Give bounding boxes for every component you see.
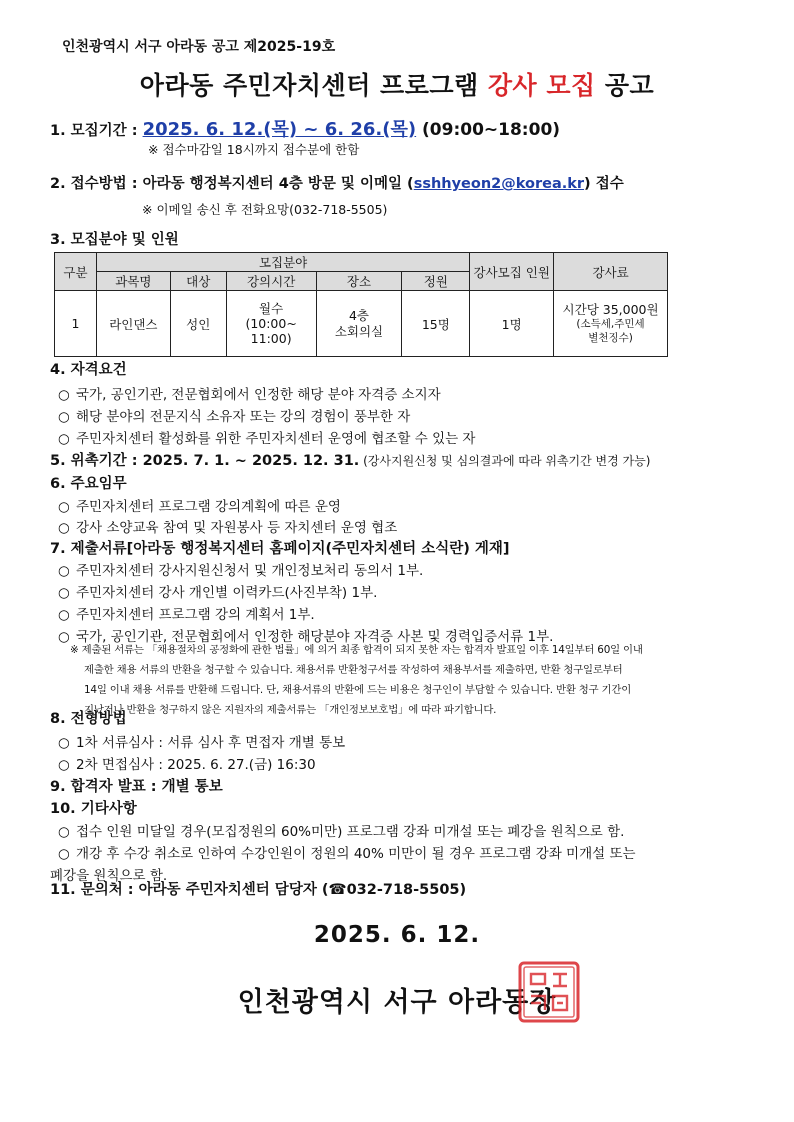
period-hours: (09:00~18:00) — [416, 120, 561, 140]
header-target: 대상 — [170, 272, 226, 291]
cell-time-line2: (10:00~ — [245, 316, 297, 331]
period-label: 1. 모집기간 : — [50, 123, 143, 139]
header-instructors: 강사모집 인원 — [470, 253, 554, 291]
list-item: ○ 주민자치센터 강사지원신청서 및 개인정보처리 동의서 1부. — [58, 563, 424, 579]
bullet-icon: ○ — [58, 846, 70, 862]
bullet-icon: ○ — [58, 629, 70, 645]
cell-capacity: 15명 — [402, 291, 470, 357]
cell-fee-line2: (소득세,주민세 — [576, 317, 645, 330]
term-label: 5. 위촉기간 : 2025. 7. 1. ~ 2025. 12. 31. — [50, 453, 360, 469]
list-item: ○ 해당 분야의 전문지식 소유자 또는 강의 경험이 풍부한 자 — [58, 409, 411, 425]
recruit-table — [54, 252, 668, 357]
list-item: ○ 2차 면접심사 : 2025. 6. 27.(금) 16:30 — [58, 757, 316, 773]
contact-phone[interactable]: 032-718-5505 — [346, 882, 460, 898]
contact-tail: ) — [459, 882, 467, 898]
cell-time-line1: 월수 — [259, 301, 284, 316]
cell-place-line1: 4층 — [348, 307, 369, 323]
list-item: ○ 접수 인원 미달일 경우(모집정원의 60%미만) 프로그램 강좌 미개설 또는 폐강을 원칙으로 함. — [58, 824, 625, 840]
phone-icon: ☎ — [328, 882, 347, 898]
cell-fee-line3: 별천징수) — [588, 331, 633, 344]
cell-no: 1 — [55, 291, 97, 357]
period-dates: 2025. 6. 12.(목) ~ 6. 26.(목) — [142, 119, 417, 140]
header-no: 구분 — [55, 253, 97, 291]
announcement-date: 2025. 6. 12. — [313, 922, 481, 948]
section-field-label: 3. 모집분야 및 인원 — [50, 232, 179, 248]
cell-place — [316, 291, 402, 357]
table-row — [55, 291, 668, 357]
bullet-icon: ○ — [58, 387, 70, 403]
list-item: ○ 주민자치센터 프로그램 강의 계획서 1부. — [58, 607, 315, 623]
cell-time-line3: 11:00) — [250, 331, 292, 346]
list-item: ○ 국가, 공인기관, 전문협회에서 인정한 해당분야 자격증 사본 및 경력입증서류 1부. — [58, 629, 554, 645]
list-item: ○ 주민자치센터 강사 개인별 이력카드(사진부착) 1부. — [58, 585, 378, 601]
header-capacity: 정원 — [402, 272, 470, 291]
bullet-icon: ○ — [58, 520, 70, 536]
section-announcement: 9. 합격자 발표 : 개별 통보 — [50, 779, 223, 795]
section-duties-label: 6. 주요임무 — [50, 476, 127, 492]
header-field: 모집분야 — [96, 253, 469, 272]
documents-note-line1: ※ 제출된 서류는 「채용절차의 공정화에 관한 법률」에 의거 최종 합격이 되지 못한 자는 합격자 발표일 이후 14일부터 60일 이내 — [70, 644, 643, 656]
header-place: 장소 — [316, 272, 402, 291]
bullet-icon: ○ — [58, 499, 70, 515]
documents-note — [70, 640, 643, 720]
method-label: 2. 접수방법 : 아라동 행정복지센터 4층 방문 및 이메일 ( — [50, 176, 414, 192]
method-note: ※ 이메일 송신 후 전화요망(032-718-5505) — [142, 202, 388, 217]
section-contact — [50, 878, 466, 899]
section-period — [50, 115, 560, 141]
method-tail: ) 접수 — [584, 176, 624, 192]
list-item: ○ 강사 소양교육 참여 및 자원봉사 등 자치센터 운영 협조 — [58, 520, 398, 536]
issuer-name: 인천광역시 서구 아라동장 — [237, 987, 557, 1018]
list-item-continuation: 폐강을 원칙으로 함. — [50, 868, 168, 884]
list-item: ○ 주민자치센터 활성화를 위한 주민자치센터 운영에 협조할 수 있는 자 — [58, 431, 476, 447]
bullet-icon: ○ — [58, 409, 70, 425]
cell-time — [226, 291, 316, 357]
period-note: ※ 접수마감일 18시까지 접수분에 한함 — [148, 142, 360, 157]
section-method — [50, 172, 624, 193]
list-item: ○ 개강 후 수강 취소로 인하여 수강인원이 정원의 40% 미만이 될 경우 프로그램 강좌 미개설 또는 — [58, 846, 636, 862]
official-seal-icon — [517, 960, 581, 1024]
documents-note-line3: 14일 이내 채용 서류를 반환해 드립니다. 단, 채용서류의 반환에 드는 비용은 청구인이 부담할 수 있습니다. 반환 청구 기간이 — [84, 684, 632, 696]
header-course: 과목명 — [96, 272, 170, 291]
bullet-icon: ○ — [58, 735, 70, 751]
bullet-icon: ○ — [58, 585, 70, 601]
bullet-icon: ○ — [58, 607, 70, 623]
documents-note-line2: 제출한 채용 서류의 반환을 청구할 수 있습니다. 채용서류 반환청구서를 작성하여 채용부서를 제출하면, 반환 청구일로부터 — [84, 664, 623, 676]
method-email[interactable]: sshhyeon2@korea.kr — [413, 176, 585, 192]
cell-instructors: 1명 — [470, 291, 554, 357]
document-number: 인천광역시 서구 아라동 공고 제2025-19호 — [62, 39, 336, 55]
section-misc-label: 10. 기타사항 — [50, 801, 137, 817]
bullet-icon: ○ — [58, 563, 70, 579]
title-part1: 아라동 주민자치센터 프로그램 — [139, 71, 488, 100]
cell-target: 성인 — [170, 291, 226, 357]
documents-note-line4: 지났거나 반환을 청구하지 않은 지원자의 제출서류는 「개인정보보호법」에 따라 파기합니다. — [84, 704, 497, 716]
title-highlight: 강사 모집 — [487, 71, 596, 100]
title-part2: 공고 — [595, 71, 655, 100]
contact-label: 11. 문의처 : 아라동 주민자치센터 담당자 ( — [50, 882, 329, 898]
list-item: ○ 주민자치센터 프로그램 강의계획에 따른 운영 — [58, 499, 341, 515]
section-qualification-label: 4. 자격요건 — [50, 362, 127, 378]
bullet-icon: ○ — [58, 757, 70, 773]
cell-fee — [554, 291, 668, 357]
page-title — [0, 66, 794, 102]
bullet-icon: ○ — [58, 431, 70, 447]
cell-fee-line1: 시간당 35,000원 — [562, 301, 659, 317]
list-item: ○ 국가, 공인기관, 전문협회에서 인정한 해당 분야 자격증 소지자 — [58, 387, 441, 403]
header-time: 강의시간 — [226, 272, 316, 291]
section-term — [50, 449, 650, 470]
cell-course: 라인댄스 — [96, 291, 170, 357]
list-item: ○ 1차 서류심사 : 서류 심사 후 면접자 개별 통보 — [58, 735, 346, 751]
section-documents-label: 7. 제출서류[아라동 행정복지센터 홈페이지(주민자치센터 소식란) 게재] — [50, 541, 510, 557]
term-note: (강사지원신청 및 심의결과에 따라 위촉기간 변경 가능) — [359, 454, 651, 468]
section-selection-label: 8. 전형방법 — [50, 711, 127, 727]
header-fee: 강사료 — [554, 253, 668, 291]
bullet-icon: ○ — [58, 824, 70, 840]
cell-place-line2: 소회의실 — [334, 323, 384, 339]
